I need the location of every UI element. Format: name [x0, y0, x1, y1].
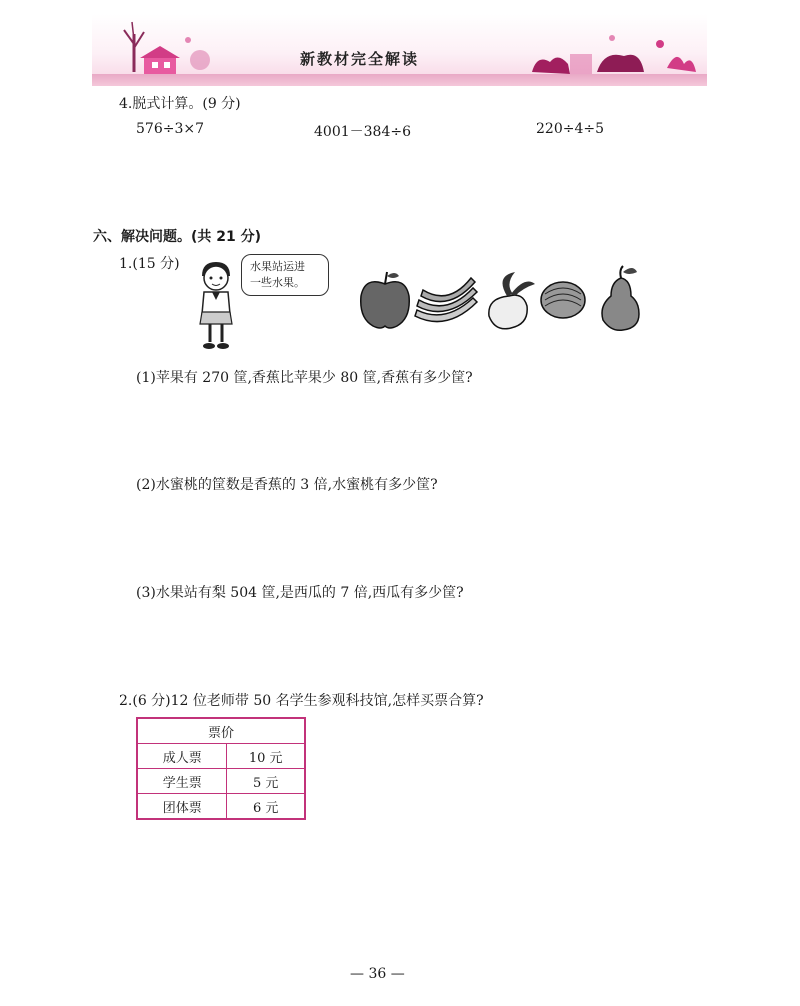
p1-sub1: (1)苹果有 270 筐,香蕉比苹果少 80 筐,香蕉有多少筐? — [136, 370, 473, 386]
right-decor-icon — [532, 35, 696, 74]
ticket-price: 10 元 — [227, 744, 305, 769]
tree-icon — [124, 22, 144, 72]
p2-text: 2.(6 分)12 位老师带 50 名学生参观科技馆,怎样买票合算? — [119, 693, 484, 709]
ticket-price-table — [136, 717, 306, 820]
section6-heading: 六、解决问题。(共 21 分) — [93, 229, 262, 245]
table-header: 票价 — [137, 718, 305, 744]
house-icon — [140, 46, 180, 74]
ticket-price: 6 元 — [227, 794, 305, 820]
apple-icon — [361, 272, 410, 328]
table-row — [137, 769, 305, 794]
p1-sub2: (2)水蜜桃的筐数是香蕉的 3 倍,水蜜桃有多少筐? — [136, 477, 438, 493]
ticket-type: 团体票 — [137, 794, 227, 820]
q4-heading: 4.脱式计算。(9 分) — [119, 96, 241, 112]
ticket-price: 5 元 — [227, 769, 305, 794]
peach-icon — [489, 272, 535, 329]
speech-bubble — [241, 254, 329, 296]
ticket-type: 学生票 — [137, 769, 227, 794]
ticket-type: 成人票 — [137, 744, 227, 769]
boy-illustration — [190, 262, 240, 354]
pear-icon — [602, 266, 639, 330]
speech-line-2: 一些水果。 — [250, 276, 305, 289]
page-number: — 36 — — [350, 966, 405, 982]
fruits-illustration — [355, 262, 645, 352]
table-header-row — [137, 718, 305, 744]
speech-line-1: 水果站运进 — [250, 260, 305, 273]
q4-expr-1: 576÷3×7 — [136, 121, 204, 137]
q4-expr-3: 220÷4÷5 — [536, 121, 604, 137]
p1-sub3: (3)水果站有梨 504 筐,是西瓜的 7 倍,西瓜有多少筐? — [136, 585, 464, 601]
p1-label: 1.(15 分) — [119, 256, 180, 272]
header-title: 新教材完全解读 — [300, 50, 420, 68]
table-row — [137, 794, 305, 820]
table-row — [137, 744, 305, 769]
q4-expr-2: 4001－384÷6 — [314, 124, 411, 140]
watermelon-icon — [541, 282, 585, 318]
banana-icon — [415, 278, 477, 322]
